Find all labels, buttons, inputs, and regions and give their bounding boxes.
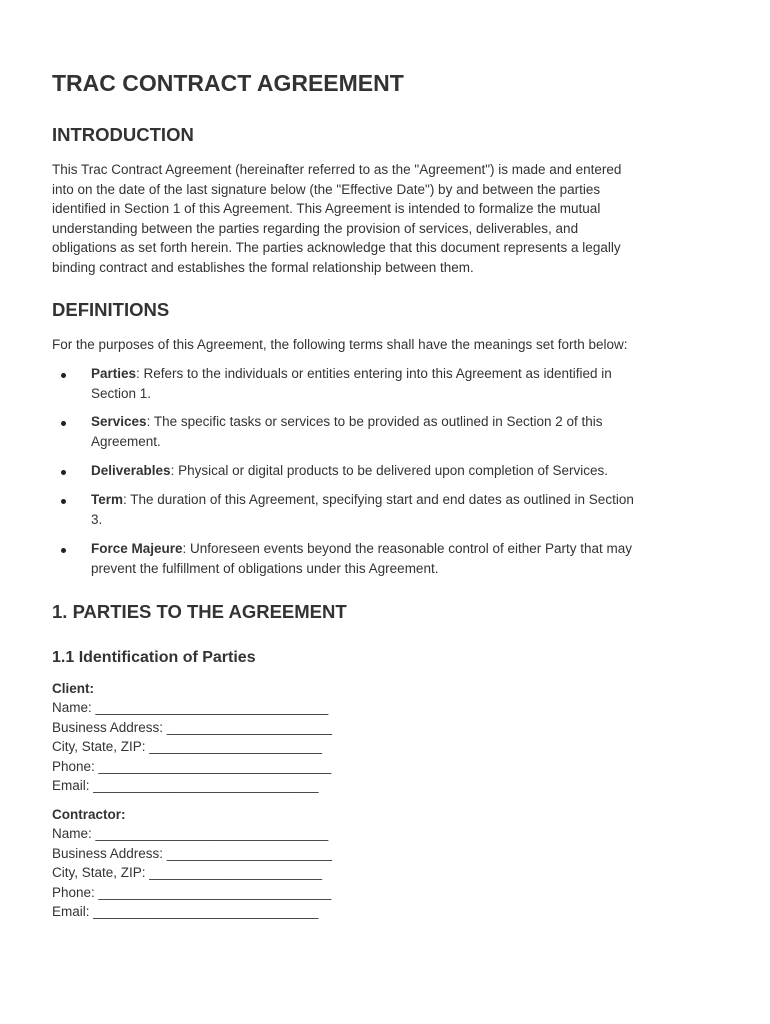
- client-name-field: Name: _______________________________: [52, 700, 329, 715]
- client-address-field: Business Address: ______________________: [52, 720, 332, 735]
- bullet-icon: [61, 373, 66, 378]
- introduction-line: obligations as set forth herein. The parties acknowledge that this document represents a legally: [52, 240, 621, 255]
- bullet-icon: [61, 421, 66, 426]
- introduction-line: identified in Section 1 of this Agreement. This Agreement is intended to formalize the mutual: [52, 201, 601, 216]
- introduction-line: binding contract and establishes the formal relationship between them.: [52, 259, 474, 275]
- introduction-line: into on the date of the last signature below (the "Effective Date") by and between the parties: [52, 181, 601, 197]
- client-city-field: City, State, ZIP: _______________________: [52, 739, 322, 754]
- document-title: TRAC CONTRACT AGREEMENT: [52, 70, 404, 96]
- section1-heading: 1. PARTIES TO THE AGREEMENT: [52, 601, 347, 622]
- definition-text: : The specific tasks or services to be provided as outlined in Section 2 of this: [146, 414, 603, 429]
- definitions-intro-line: For the purposes of this Agreement, the following terms shall have the meanings set forth below:: [52, 337, 628, 352]
- definition-text: : Unforeseen events beyond the reasonable control of either Party that may: [182, 541, 633, 556]
- definitions-heading: DEFINITIONS: [52, 299, 170, 320]
- contractor-email-field: Email: ______________________________: [52, 904, 319, 919]
- client-label: Client:: [52, 681, 94, 696]
- definition-term: Deliverables: [91, 463, 171, 478]
- contractor-label: Contractor:: [52, 807, 126, 822]
- definition-text: : Refers to the individuals or entities entering into this Agreement as identified in: [136, 366, 612, 381]
- definition-text: Section 1.: [91, 385, 152, 401]
- contractor-name-field: Name: _______________________________: [52, 826, 329, 841]
- bullet-icon: [61, 499, 66, 504]
- definition-term: Parties: [91, 366, 137, 381]
- introduction-heading: INTRODUCTION: [52, 124, 194, 145]
- definition-text: Agreement.: [91, 433, 161, 449]
- bullet-icon: [61, 548, 66, 553]
- section1-subheading: 1.1 Identification of Parties: [52, 649, 256, 666]
- definition-term: Force Majeure: [91, 541, 183, 556]
- definition-text: : The duration of this Agreement, specifying start and end dates as outlined in Section: [123, 492, 634, 507]
- introduction-line: This Trac Contract Agreement (hereinafter referred to as the "Agreement") is made and entered: [52, 162, 622, 177]
- introduction-line: understanding between the parties regarding the provision of services, deliverables, and: [52, 220, 579, 236]
- client-email-field: Email: ______________________________: [52, 778, 319, 793]
- bullet-icon: [61, 470, 66, 475]
- contractor-city-field: City, State, ZIP: _______________________: [52, 865, 322, 880]
- contractor-address-field: Business Address: ______________________: [52, 846, 332, 861]
- definition-text: prevent the fulfillment of obligations under this Agreement.: [91, 560, 439, 576]
- definition-text: 3.: [91, 511, 103, 527]
- contractor-phone-field: Phone: _______________________________: [52, 885, 332, 900]
- definition-text: : Physical or digital products to be delivered upon completion of Services.: [170, 463, 609, 478]
- definition-term: Services: [91, 414, 147, 429]
- client-phone-field: Phone: _______________________________: [52, 759, 332, 774]
- definition-term: Term: [91, 492, 124, 507]
- introduction-paragraph: [52, 160, 722, 277]
- definitions-intro: [52, 335, 722, 355]
